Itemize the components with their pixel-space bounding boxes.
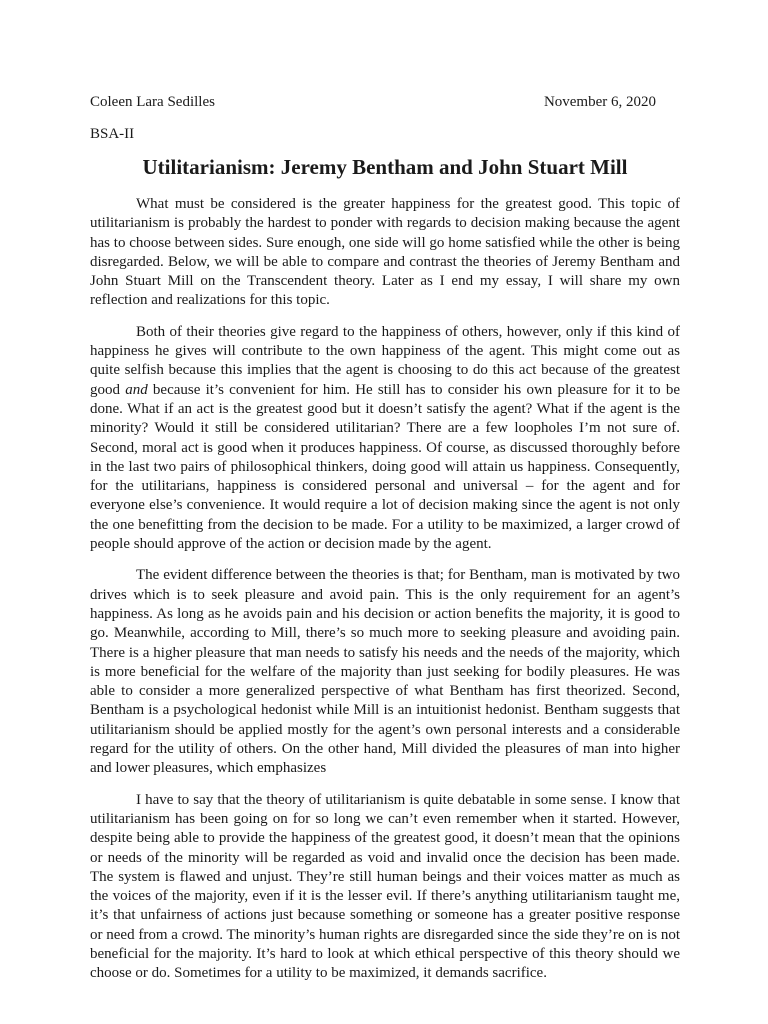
essay-body (90, 195, 680, 996)
author-name: Coleen Lara Sedilles (90, 94, 215, 110)
paragraph-2-emphasis: and (125, 381, 148, 398)
paragraph-4: I have to say that the theory of utilitarianism is quite debatable in some sense. I know that utilitarianism has been going on for so long we can’t even remember when it started. However, despite being able to provide the happiness of the greatest good, it doesn’t mean that the opinions or needs of the minority will be regarded as void and invalid once the decision has been made. The system is flawed and unjust. They’re still human beings and their voices matter as much as the voices of the majority, even if it is the lesser evil. If there’s anything utilitarianism taught me, it’s that unfairness of actions just because something or someone has a greater positive response or need from a crowd. The minority’s human rights are disregarded since the side they’re on is not beneficial for the majority. It’s hard to look at which ethical perspective of this theory should we choose or do. Sometimes for a utility to be maximized, it demands sacrifice. (90, 791, 680, 982)
paragraph-2 (90, 323, 680, 555)
document-date: November 6, 2020 (543, 94, 656, 110)
paragraph-2-part-1: Both of their theories give regard to the happiness of others, however, only if this kind of happiness he gives will contribute to the own happiness of the agent. This might come out as quite selfish because this implies that the agent is choosing to do this act because of the greatest good (90, 323, 680, 398)
course-section: BSA-II (90, 126, 135, 142)
document-header (90, 92, 656, 112)
paragraph-3: The evident difference between the theories is that; for Bentham, man is motivated by two drives which is to seek pleasure and avoid pain. This is the only requirement for an agent’s happiness. As long as he avoids pain and his decision or action benefits the majority, it is good to go. Meanwhile, according to Mill, there’s so much more to seeking pleasure and avoiding pain. There is a higher pleasure that man needs to satisfy his needs and the needs of the majority, which is more beneficial for the welfare of the majority than just seeking for bodily pleasures. He was able to consider a more generalized perspective of what Bentham has first theorized. Second, Bentham is a psychological hedonist while Mill is an intuitionist hedonist. Bentham suggests that utilitarianism should be applied mostly for the agent’s own personal interests and a considerable regard for the utility of others. On the other hand, Mill divided the pleasures of man into higher and lower pleasures, which emphasizes (90, 567, 680, 777)
paragraph-1: What must be considered is the greater happiness for the greatest good. This topic of utilitarianism is probably the hardest to ponder with regards to decision making because the agent has to choose between sides. Sure enough, one side will go home satisfied while the other is being disregarded. Below, we will be able to compare and contrast the theories of Jeremy Bentham and John Stuart Mill on the Transcendent theory. Later as I end my essay, I will share my own reflection and realizations for this topic. (90, 196, 680, 309)
paragraph-2-part-2: because it’s convenient for him. He still has to consider his own pleasure for it to be done. What if an act is the greatest good but it doesn’t satisfy the agent? What if the agent is the minority? Would it still be considered utilitarian? There are a few loopholes I’m not sure of. Second, moral act is good when it produces happiness. Of course, as discussed thoroughly before in the last two pairs of philosophical thinkers, doing good will attain us happiness. Consequently, for the utilitarians, happiness is considered personal and universal – for the agent and for everyone else’s convenience. It would require a lot of decision making since the agent is not only the one benefitting from the decision to be made. For a utility to be maximized, a larger crowd of people should approve of the action or decision made by the agent. (90, 381, 680, 553)
essay-title: Utilitarianism: Jeremy Bentham and John Stuart Mill (142, 155, 628, 179)
